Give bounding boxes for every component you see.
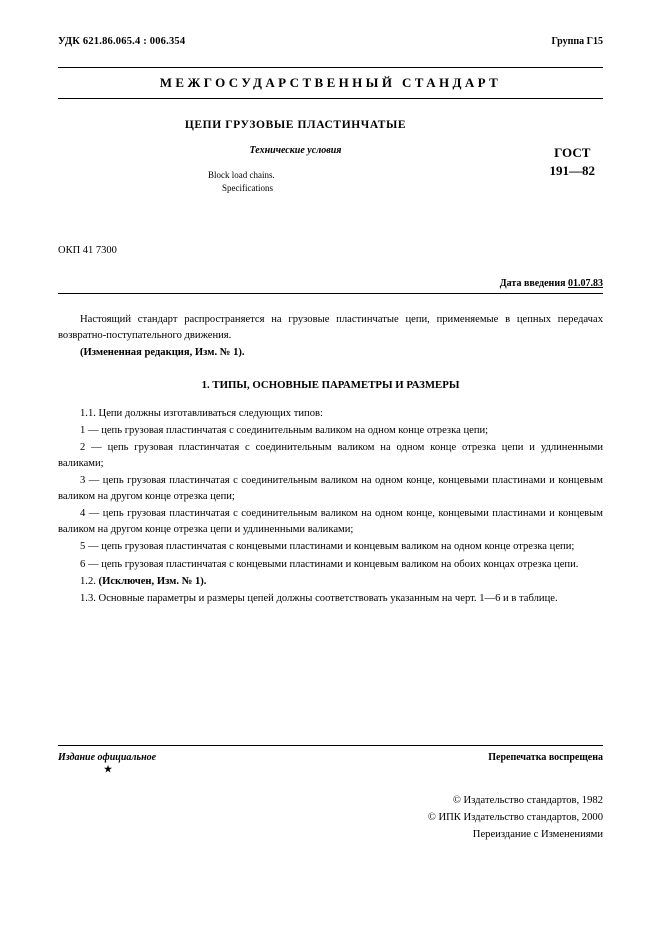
intro-revision-note: (Измененная редакция, Изм. № 1). (80, 347, 245, 359)
footer-row (58, 752, 603, 775)
introduction-date (58, 278, 603, 289)
introduction-date-label: Дата введения (499, 278, 566, 289)
chain-type-6: 6 — цепь грузовая пластинчатая с концевыми пластинами и концевым валиком на обоих концах отрезка цепи. (80, 558, 579, 570)
introduction-date-value: 01.07.83 (568, 278, 603, 289)
chain-type-5: 5 — цепь грузовая пластинчатая с концевыми пластинами и концевым валиком на одном конце отрезка цепи; (80, 541, 575, 553)
copyright-line-3: Переиздание с Изменениями (472, 829, 603, 841)
section-1-heading: 1. ТИПЫ, ОСНОВНЫЕ ПАРАМЕТРЫ И РАЗМЕРЫ (201, 379, 460, 392)
gost-number: 191—82 (549, 162, 595, 178)
page-footer (58, 745, 603, 844)
okp-code: ОКП 41 7300 (58, 245, 117, 256)
clause-1-2-number: 1.2. (80, 575, 96, 587)
copyright-line-1: © Издательство стандартов, 1982 (452, 795, 603, 807)
title-block (58, 119, 603, 205)
body-text (58, 312, 603, 607)
clause-1-3: 1.3. Основные параметры и размеры цепей должны соответствовать указанным на черт. 1—6 и в таблице. (80, 592, 558, 604)
official-edition-label: Издание официальное (58, 752, 157, 764)
clause-1-1: 1.1. Цепи должны изготавливаться следующих типов: (80, 407, 323, 419)
chain-type-2: 2 — цепь грузовая пластинчатая с соединительным валиком на одном конце отрезка цепи и удлиненными валиками; (58, 441, 603, 469)
clause-1-2-text: (Исключен, Изм. № 1). (98, 575, 207, 587)
english-title-line1: Block load chains. (208, 170, 275, 180)
header-row (58, 36, 603, 47)
document-title-english (208, 169, 603, 195)
chain-type-1: 1 — цепь грузовая пластинчатая с соединительным валиком на одном конце отрезка цепи; (80, 424, 489, 436)
star-icon: ★ (104, 764, 113, 775)
document-title: ЦЕПИ ГРУЗОВЫЕ ПЛАСТИНЧАТЫЕ (184, 119, 407, 131)
header-divider (58, 293, 603, 294)
intro-paragraph: Настоящий стандарт распространяется на грузовые пластинчатые цепи, применяемые в цепных передачах возвратно-поступательного движения. (58, 314, 603, 342)
english-title-line2: Specifications (222, 183, 273, 194)
chain-type-4: 4 — цепь грузовая пластинчатая с соединительным валиком на одном конце, концевыми пластинами и концевым валиком на другом конце отрезка цепи и удлиненными валиками; (58, 508, 603, 536)
udk-code: УДК 621.86.065.4 : 006.354 (58, 36, 186, 47)
chain-type-3: 3 — цепь грузовая пластинчатая с соединительным валиком на одном конце, концевыми пластинами и концевым валиком на другом конце отрезка цепи; (58, 475, 603, 503)
clause-1-2 (58, 574, 603, 590)
copyright-block (58, 793, 603, 844)
standard-banner: МЕЖГОСУДАРСТВЕННЫЙ СТАНДАРТ (58, 67, 603, 99)
footer-divider (58, 745, 603, 746)
document-subtitle: Технические условия (249, 145, 342, 156)
group-code: Группа Г15 (551, 36, 603, 47)
copyright-line-2: © ИПК Издательство стандартов, 2000 (427, 812, 603, 824)
reprint-prohibited-label: Перепечатка воспрещена (488, 752, 603, 764)
gost-label: ГОСТ (554, 145, 591, 160)
gost-designation (550, 144, 596, 179)
